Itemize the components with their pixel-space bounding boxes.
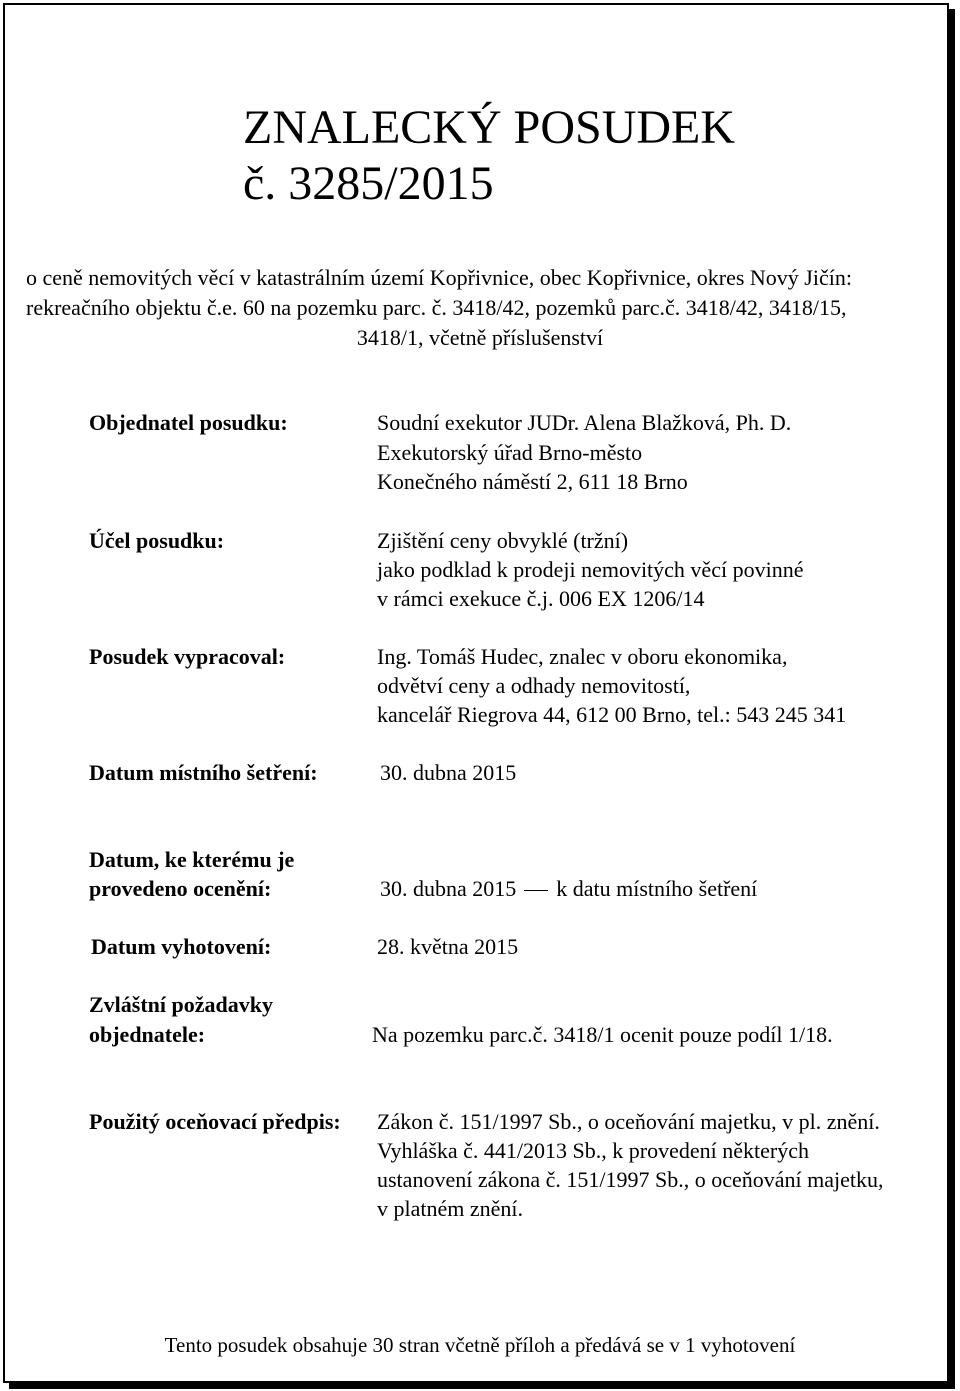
footer-note: Tento posudek obsahuje 30 stran včetně příloh a předává se v 1 vyhotovení: [164, 1333, 796, 1357]
special-requirements-label-2: objednatele:: [89, 1022, 206, 1047]
regulation-line-1: Zákon č. 151/1997 Sb., o oceňování majetku, v pl. znění.: [377, 1109, 880, 1134]
subject-line-2: rekreačního objektu č.e. 60 na pozemku parc. č. 3418/42, pozemků parc.č. 3418/42, 3418/15,: [26, 295, 847, 320]
dash-separator: [524, 890, 548, 891]
issue-date-value: 28. května 2015: [377, 934, 519, 959]
valuation-date-row: [380, 874, 757, 904]
regulation-line-2: Vyhláška č. 441/2013 Sb., k provedení některých: [377, 1138, 809, 1163]
author-line-2: odvětví ceny a odhady nemovitostí,: [377, 673, 691, 698]
author-line-3: kancelář Riegrova 44, 612 00 Brno, tel.: 543 245 341: [377, 702, 847, 727]
orderer-label: Objednatel posudku:: [89, 410, 288, 435]
subject-line-3: 3418/1, včetně příslušenství: [356, 325, 604, 350]
purpose-label: Účel posudku:: [89, 528, 225, 553]
author-label: Posudek vypracoval:: [89, 644, 286, 669]
valuation-date-value: 30. dubna 2015: [380, 876, 517, 901]
valuation-date-label-1: Datum, ke kterému je: [89, 847, 295, 872]
special-requirements-label-1: Zvláštní požadavky: [89, 992, 273, 1017]
subject-line-1: o ceně nemovitých věcí v katastrálním území Kopřivnice, obec Kopřivnice, okres Nový Jičín:: [26, 265, 852, 290]
inspection-date-label: Datum místního šetření:: [89, 760, 318, 785]
regulation-line-3: ustanovení zákona č. 151/1997 Sb., o oceňování majetku,: [377, 1167, 884, 1192]
orderer-line-2: Exekutorský úřad Brno-město: [377, 440, 643, 465]
regulation-line-4: v platném znění.: [377, 1196, 524, 1221]
purpose-line-3: v rámci exekuce č.j. 006 EX 1206/14: [377, 586, 705, 611]
author-line-1: Ing. Tomáš Hudec, znalec v oboru ekonomika,: [377, 644, 788, 669]
regulation-label: Použitý oceňovací předpis:: [89, 1109, 341, 1134]
special-requirements-value: Na pozemku parc.č. 3418/1 ocenit pouze podíl 1/18.: [372, 1022, 833, 1047]
purpose-line-2: jako podklad k prodeji nemovitých věcí povinné: [377, 557, 804, 582]
valuation-date-label-2: provedeno ocenění:: [89, 876, 272, 901]
document-number: č. 3285/2015: [243, 157, 494, 210]
inspection-date-value: 30. dubna 2015: [380, 760, 517, 785]
valuation-date-note: k datu místního šetření: [556, 876, 758, 901]
document-title: ZNALECKÝ POSUDEK: [243, 101, 735, 154]
purpose-line-1: Zjištění ceny obvyklé (tržní): [377, 528, 629, 553]
orderer-line-1: Soudní exekutor JUDr. Alena Blažková, Ph. D.: [377, 410, 792, 435]
orderer-line-3: Konečného náměstí 2, 611 18 Brno: [377, 469, 688, 494]
issue-date-label: Datum vyhotovení:: [91, 934, 272, 959]
